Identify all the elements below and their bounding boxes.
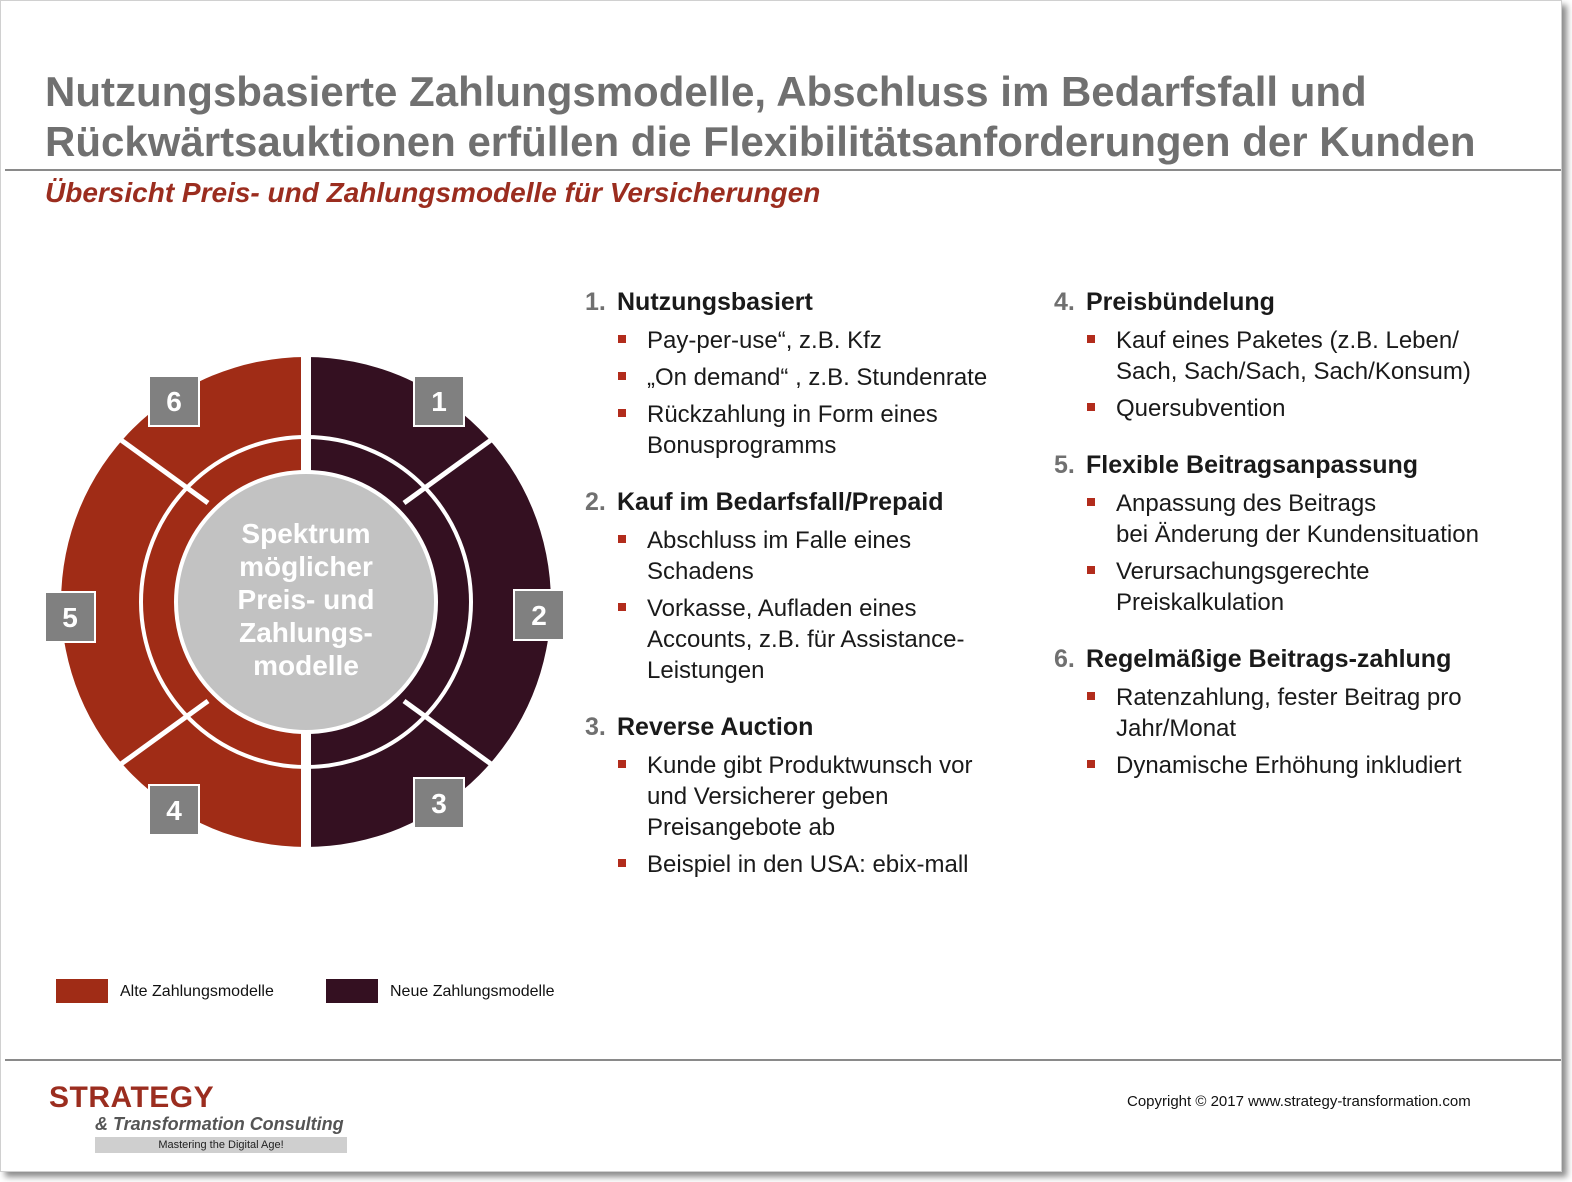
svg-text:1: 1: [431, 386, 447, 417]
item-heading: 1. Nutzungsbasiert: [585, 288, 813, 316]
segment-badge-6: [149, 376, 199, 426]
center-label-line: modelle: [253, 650, 359, 681]
bullet-square-icon: [618, 535, 626, 543]
legend-label-neu: Neue Zahlungsmodelle: [390, 983, 555, 1000]
center-label-line: möglicher: [239, 551, 373, 582]
center-label-line: Zahlungs-: [239, 617, 373, 648]
footer-divider: [5, 1059, 1561, 1061]
page-title: [45, 67, 1545, 167]
bullet-item: Kunde gibt Produktwunsch vor und Versicherer geben Preisangebote ab: [585, 750, 1045, 843]
bullet-square-icon: [1087, 760, 1095, 768]
logo-subtitle: & Transformation Consulting: [95, 1114, 344, 1134]
center-label-line: Preis- und: [237, 584, 375, 615]
item-heading: 6. Regelmäßige Beitrags-zahlung: [1054, 645, 1452, 673]
legend-swatch-alt: [56, 979, 108, 1003]
item-reverse-auction: [585, 710, 1045, 880]
bullet-item: Pay-per-use“, z.B. Kfz: [585, 325, 1045, 356]
item-preisbuendelung: [1054, 285, 1544, 424]
bullet-item: Beispiel in den USA: ebix-mall: [585, 849, 1045, 880]
item-heading: 4. Preisbündelung: [1054, 288, 1275, 316]
title-line-1: Nutzungsbasierte Zahlungsmodelle, Abschluss im Bedarfsfall und: [45, 68, 1367, 115]
segment-badge-2: [514, 590, 564, 640]
item-nutzungsbasiert: [585, 285, 1045, 461]
segment-badge-5: [45, 592, 95, 642]
bullet-item: Dynamische Erhöhung inkludiert: [1054, 750, 1544, 781]
segment-badge-1: [414, 376, 464, 426]
bullet-item: Ratenzahlung, fester Beitrag pro Jahr/Monat: [1054, 682, 1544, 744]
title-line-2: Rückwärtsauktionen erfüllen die Flexibilitätsanforderungen der Kunden: [45, 118, 1476, 165]
bullet-square-icon: [618, 603, 626, 611]
logo-tagline: Mastering the Digital Age!: [95, 1137, 347, 1153]
legend-alt: [56, 979, 316, 1005]
item-heading: 5. Flexible Beitragsanpassung: [1054, 451, 1419, 479]
logo-wordmark: STRATEGY: [49, 1081, 215, 1114]
segment-badge-3: [414, 778, 464, 828]
legend-swatch-neu: [326, 979, 378, 1003]
bullet-item: Verursachungsgerechte Preiskalkulation: [1054, 556, 1544, 618]
bullet-square-icon: [618, 335, 626, 343]
bullet-item: Vorkasse, Aufladen eines Accounts, z.B. für Assistance- Leistungen: [585, 593, 1045, 686]
item-kauf-im-bedarfsfall: [585, 485, 1045, 686]
segment-badge-4: [149, 785, 199, 835]
bullet-item: Abschluss im Falle eines Schadens: [585, 525, 1045, 587]
company-logo: [49, 1081, 349, 1153]
items-column-left: [585, 285, 1045, 904]
svg-text:2: 2: [531, 600, 547, 631]
bullet-item: Anpassung des Beitrags bei Änderung der Kundensituation: [1054, 488, 1544, 550]
legend-neu: [326, 979, 586, 1005]
bullet-item: Quersubvention: [1054, 393, 1544, 424]
bullet-square-icon: [618, 372, 626, 380]
center-label-line: Spektrum: [241, 518, 371, 549]
bullet-square-icon: [1087, 566, 1095, 574]
bullet-square-icon: [618, 409, 626, 417]
bullet-square-icon: [1087, 403, 1095, 411]
item-heading: 3. Reverse Auction: [585, 713, 814, 741]
subtitle: Übersicht Preis- und Zahlungsmodelle für Versicherungen: [45, 177, 821, 208]
svg-text:6: 6: [166, 386, 182, 417]
bullet-square-icon: [1087, 335, 1095, 343]
bullet-square-icon: [1087, 498, 1095, 506]
svg-text:3: 3: [431, 788, 447, 819]
copyright-text: Copyright © 2017 www.strategy-transformation.com: [1127, 1093, 1471, 1110]
legend-label-alt: Alte Zahlungsmodelle: [120, 983, 274, 1000]
item-flexible-beitragsanpassung: [1054, 448, 1544, 618]
svg-text:4: 4: [166, 795, 182, 826]
bullet-square-icon: [1087, 692, 1095, 700]
bullet-square-icon: [618, 760, 626, 768]
bullet-item: Kauf eines Paketes (z.B. Leben/ Sach, Sach/Sach, Sach/Konsum): [1054, 325, 1544, 387]
center-label: [176, 517, 436, 682]
item-regelmaessige-beitragszahlung: [1054, 642, 1544, 781]
bullet-item: „On demand“ , z.B. Stundenrate: [585, 362, 1045, 393]
items-column-right: [1054, 285, 1544, 805]
title-divider: [5, 169, 1561, 171]
svg-text:5: 5: [62, 602, 78, 633]
item-heading: 2. Kauf im Bedarfsfall/Prepaid: [585, 488, 944, 516]
bullet-square-icon: [618, 859, 626, 867]
bullet-item: Rückzahlung in Form eines Bonusprogramms: [585, 399, 1045, 461]
